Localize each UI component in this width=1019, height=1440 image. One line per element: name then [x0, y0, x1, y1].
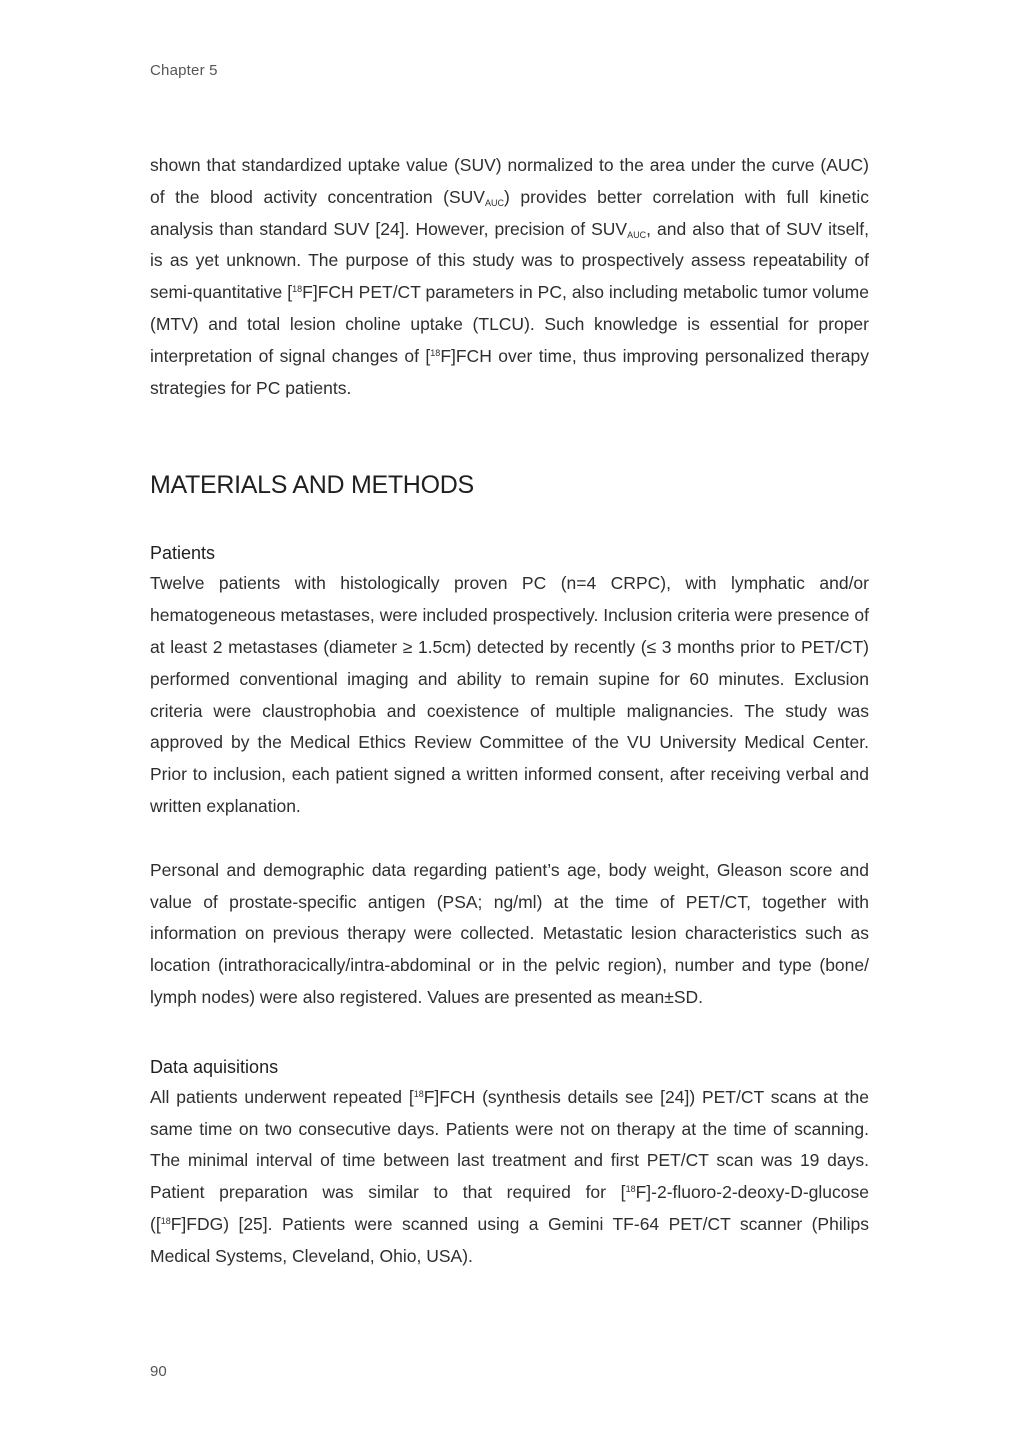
section-heading-materials-methods: MATERIALS AND METHODS	[150, 471, 474, 500]
subheading-patients: Patients	[150, 543, 216, 564]
page-content	[150, 150, 869, 1273]
paragraph-gap	[150, 823, 869, 855]
data-aquisitions-paragraph: All patients underwent repeated [$^{18}$F]FCH (synthesis details see [24]) PET/CT scans at the same time on two consecutive days. Patients were not on therapy at the time of scanning. The minimal interval of time between last treatment and first PET/CT scan was 19 days. Patient preparation was similar to that required for [$^{18}$F]-2-fluoro-2-deoxy-D-glucose ([$^{18}$F]FDG) [25]. Patients were scanned using a Gemini TF-64 PET/CT scanner (Philips Medical Systems, Cleveland, Ohio, USA).	[150, 1086, 869, 1266]
patients-paragraph-2: Personal and demographic data regarding patient’s age, body weight, Gleason score and value of prostate-specific antigen (PSA; ng/ml) at the time of PET/CT, together with information on previous therapy were collected. Metastatic lesion characteristics such as location (intrathoracically/intra-abdominal or in the pelvic region), number and type (bone/ lymph nodes) were also registered. Values are presented as mean±SD.	[150, 859, 869, 1007]
patients-paragraph-1: Twelve patients with histologically proven PC (n=4 CRPC), with lymphatic and/or hematogeneous metastases, were included prospectively. Inclusion criteria were presence of at least 2 metastases (diameter ≥ 1.5cm) detected by recently (≤ 3 months prior to PET/CT) performed conventional imaging and ability to remain supine for 60 minutes. Exclusion criteria were claustrophobia and coexistence of multiple malignancies. The study was approved by the Medical Ethics Review Committee of the VU University Medical Center. Prior to inclusion, each patient signed a written informed consent, after receiving verbal and written explanation.	[150, 573, 869, 816]
intro-paragraph: shown that standardized uptake value (SUV) normalized to the area under the curve (AUC) of the blood activity concentration $(SUV_{AUC})$ provides better correlation with full kinetic analysis than standard SUV [24]. However, precision of $SUV_{AUC}$, and also that of SUV itself, is as yet unknown. The purpose of this study was to prospectively assess repeatability of semi-quantitative [$^{18}$F]FCH PET/CT parameters in PC, also including metabolic tumor volume (MTV) and total lesion choline uptake (TLCU). Such knowledge is essential for proper interpretation of signal changes of [$^{18}$F]FCH over time, thus improving personalized therapy strategies for PC patients.	[150, 155, 869, 398]
subheading-data-aquisitions: Data aquisitions	[150, 1056, 279, 1077]
page-number: 90	[150, 1363, 167, 1380]
running-head: Chapter 5	[150, 62, 218, 79]
